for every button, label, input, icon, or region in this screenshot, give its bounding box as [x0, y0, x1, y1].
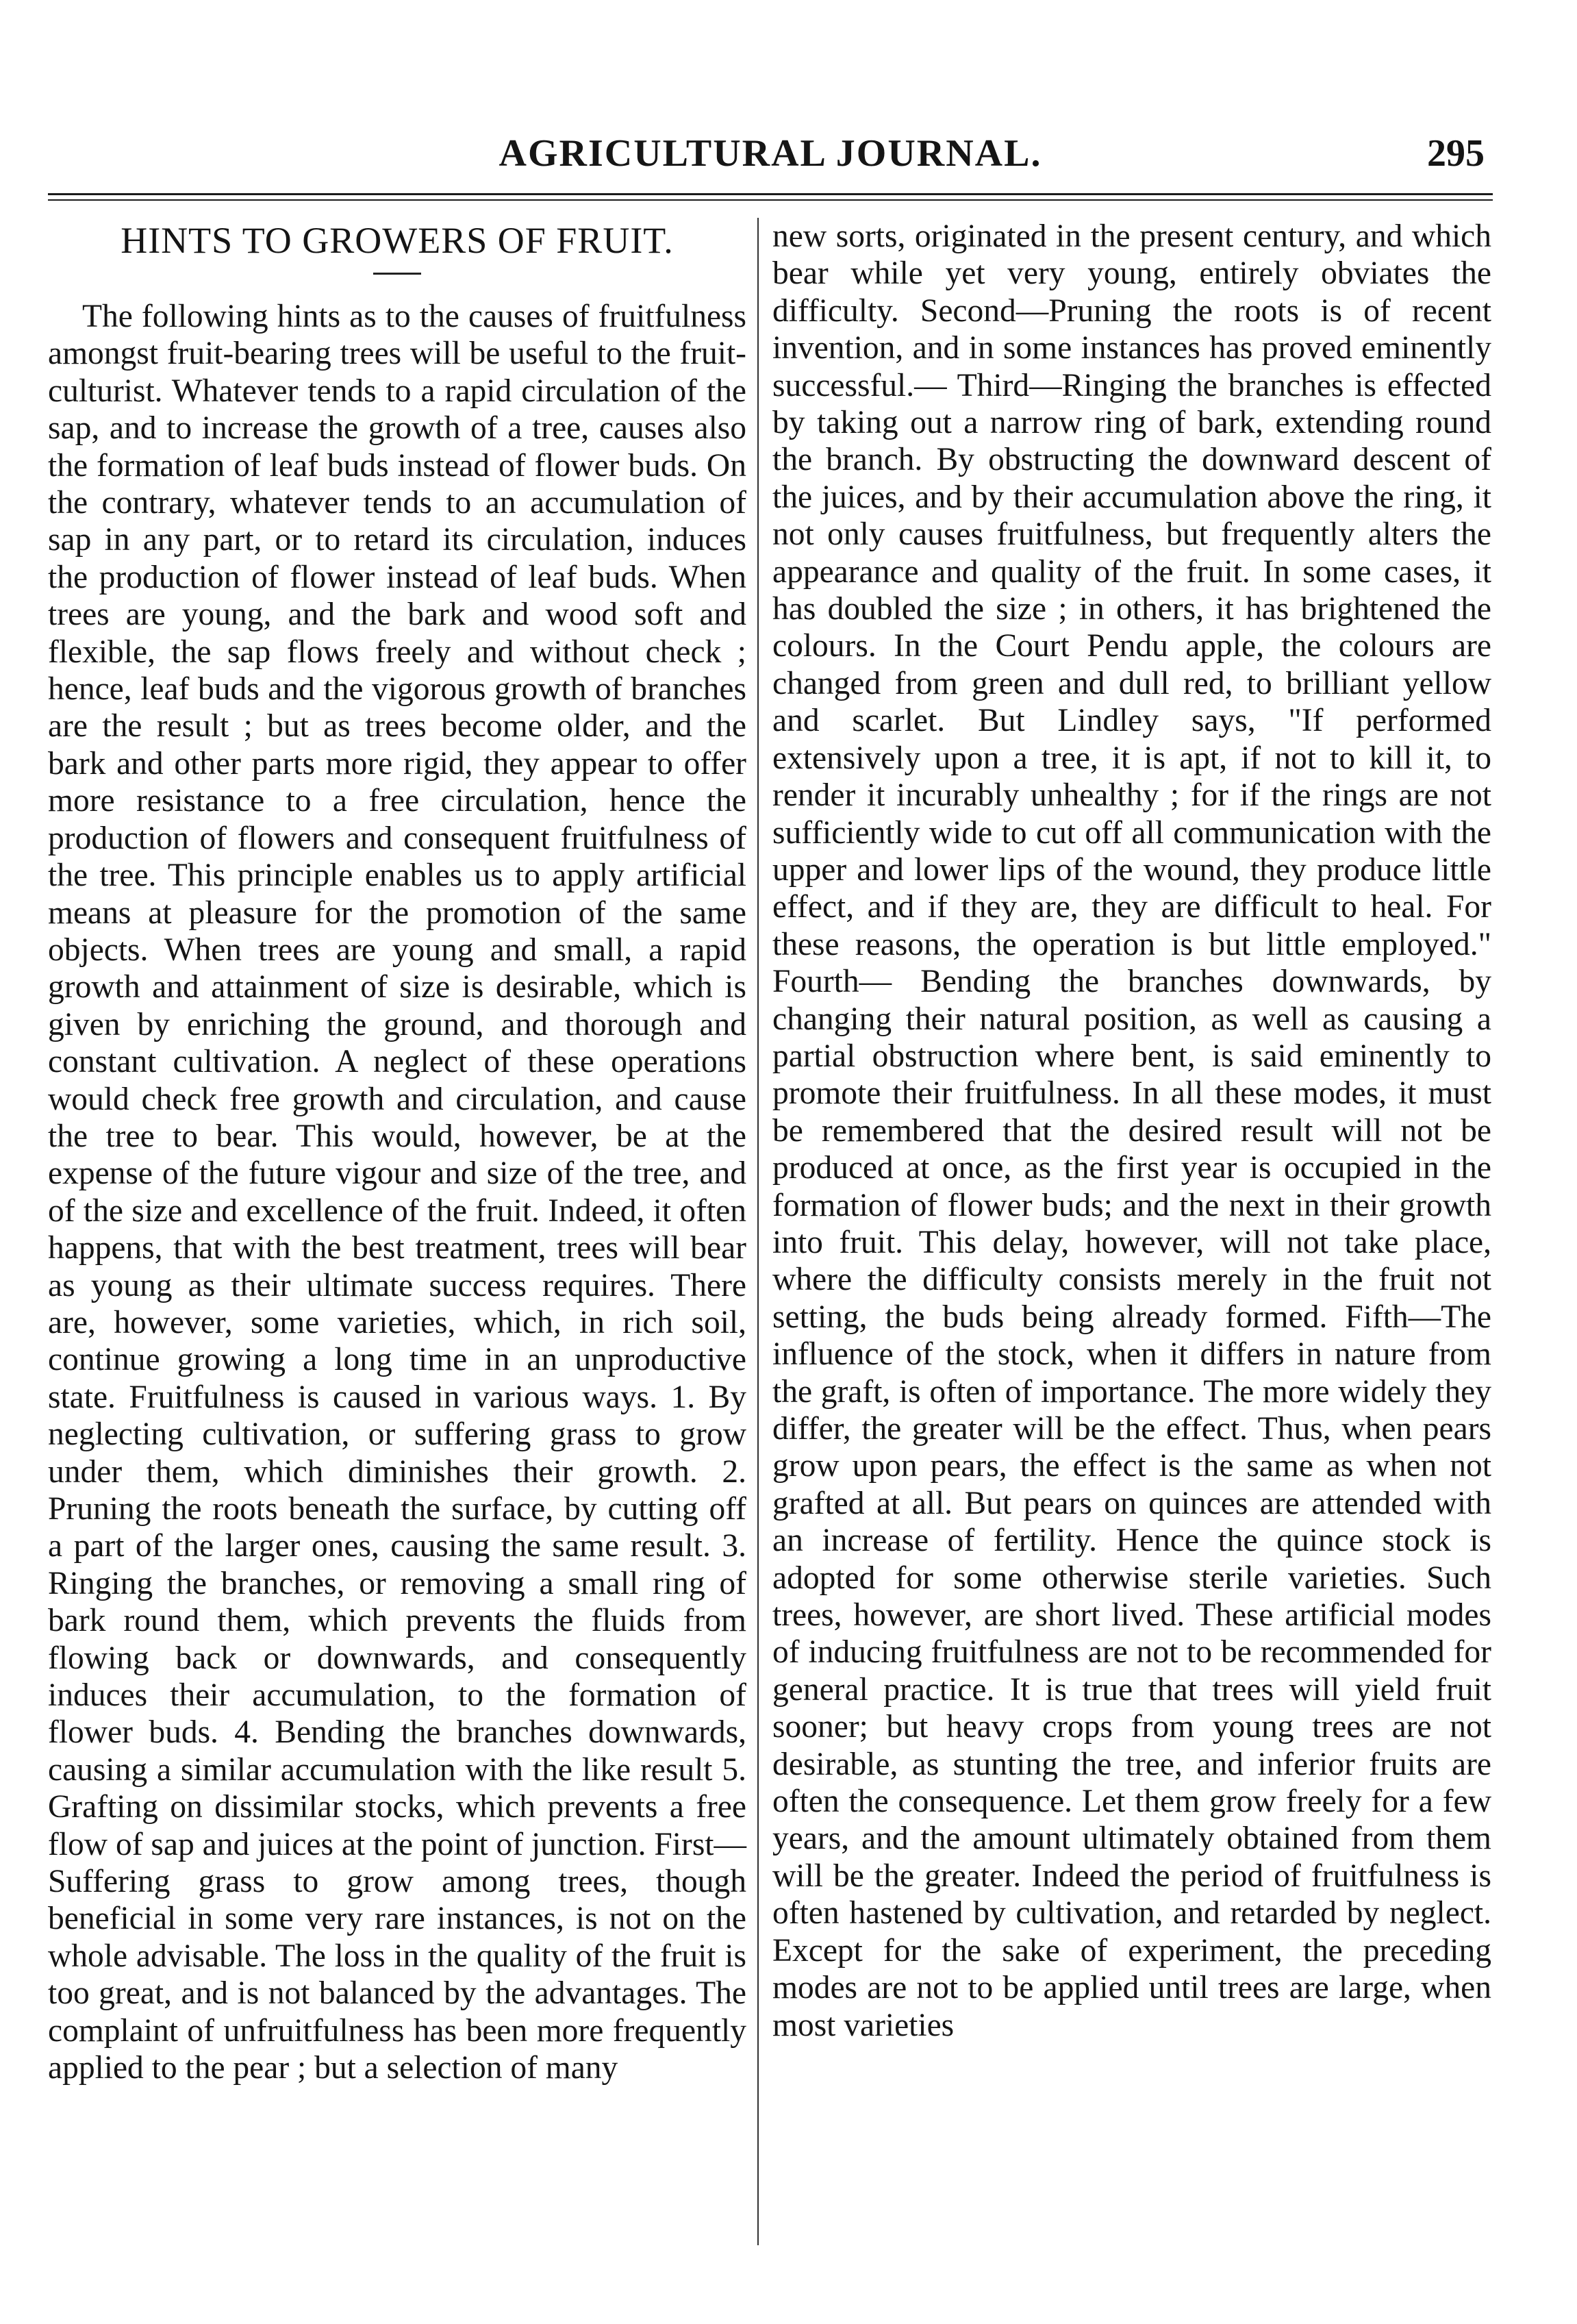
column-divider [757, 218, 759, 2245]
right-column [772, 218, 1491, 2044]
header-rule-thin [48, 199, 1493, 201]
article-title: HINTS TO GROWERS OF FRUIT. [121, 220, 674, 261]
page-number: 295 [1427, 132, 1485, 175]
right-column-text: new sorts, originated in the present century, and which bear while yet very young, entirely obviates the difficulty. Second—Pruning the roots is of recent invention, and in some instances has proved eminently successful.— Third—Ringing the branches is effected by taking out a narrow ring of bark, extending round the branch. By obstructing the downward descent of the juices, and by their accumulation above the ring, it not only causes fruitfulness, but frequently alters the appearance and quality of the fruit. In some cases, it has doubled the size ; in others, it has brightened the colours. In the Court Pendu apple, the colours are changed from green and dull red, to brilliant yellow and scarlet. But Lindley says, "If performed extensively upon a tree, it is apt, if not to kill it, to render it incurably unhealthy ; for if the rings are not sufficiently wide to cut off all communication with the upper and lower lips of the wound, they produce little effect, and if they are, they are difficult to heal. For these reasons, the operation is but little employed." Fourth— Bending the branches downwards, by changing their natural position, as well as causing a partial obstruction where bent, is said eminently to promote their fruitfulness. In all these modes, it must be remembered that the desired result will not be produced at once, as the first year is occupied in the formation of flower buds; and the next in their growth into fruit. This delay, however, will not take place, where the difficulty consists merely in the fruit not setting, the buds being already formed. Fifth—The influence of the stock, when it differs in nature from the graft, is often of importance. The more widely they differ, the greater will be the effect. Thus, when pears grow upon pears, the effect is the same as when not grafted at all. But pears on quinces are attended with an increase of fertility. Hence the quince stock is adopted for some otherwise sterile varieties. Such trees, however, are short lived. These artificial modes of inducing fruitfulness are not to be recommended for general practice. It is true that trees will yield fruit sooner; but heavy crops from young trees are not desirable, as stunting the tree, and inferior fruits are often the consequence. Let them grow freely for a few years, and the amount ultimately obtained from them will be the greater. Indeed the period of fruitfulness is often hastened by cultivation, and retarded by neglect. Except for the sake of experiment, the preceding modes are not to be applied until trees are large, when most varieties [772, 218, 1491, 2043]
title-divider [373, 273, 421, 275]
left-column [48, 218, 746, 2087]
left-column-text: The following hints as to the causes of fruitfulness amongst fruit-bearing trees will be useful to the fruit-culturist. Whatever tends to a rapid circulation of the sap, and to increase the growth of a tree, causes also the formation of leaf buds instead of flower buds. On the contrary, whatever tends to an accumulation of sap in any part, or to retard its circulation, induces the production of flower instead of leaf buds. When trees are young, and the bark and wood soft and flexible, the sap flows freely and without check ; hence, leaf buds and the vigorous growth of branches are the result ; but as trees become older, and the bark and other parts more rigid, they appear to offer more resistance to a free circulation, hence the production of flowers and consequent fruitfulness of the tree. This principle enables us to apply artificial means at pleasure for the promotion of the same objects. When trees are young and small, a rapid growth and attainment of size is desirable, which is given by enriching the ground, and thorough and constant cultivation. A neglect of these operations would check free growth and circulation, and cause the tree to bear. This would, however, be at the expense of the future vigour and size of the tree, and of the size and excellence of the fruit. Indeed, it often happens, that with the best treatment, trees will bear as young as their ultimate success requires. There are, however, some varieties, which, in rich soil, continue growing a long time in an unproductive state. Fruitfulness is caused in various ways. 1. By neglecting cultivation, or suffering grass to grow under them, which diminishes their growth. 2. Pruning the roots beneath the surface, by cutting off a part of the larger ones, causing the same result. 3. Ringing the branches, or removing a small ring of bark round them, which prevents the fluids from flowing back or downwards, and consequently induces their accumulation, to the formation of flower buds. 4. Bending the branches downwards, causing a similar accumulation with the like result 5. Grafting on dissimilar stocks, which prevents a free flow of sap and juices at the point of junction. First—Suffering grass to grow among trees, though beneficial in some very rare instances, is not on the whole advisable. The loss in the quality of the fruit is too great, and is not balanced by the advantages. The complaint of unfruitfulness has been more frequently applied to the pear ; but a selection of many [48, 299, 746, 2086]
running-head [48, 122, 1493, 184]
journal-title: AGRICULTURAL JOURNAL. [499, 132, 1042, 175]
header-rule-thick [48, 193, 1493, 195]
